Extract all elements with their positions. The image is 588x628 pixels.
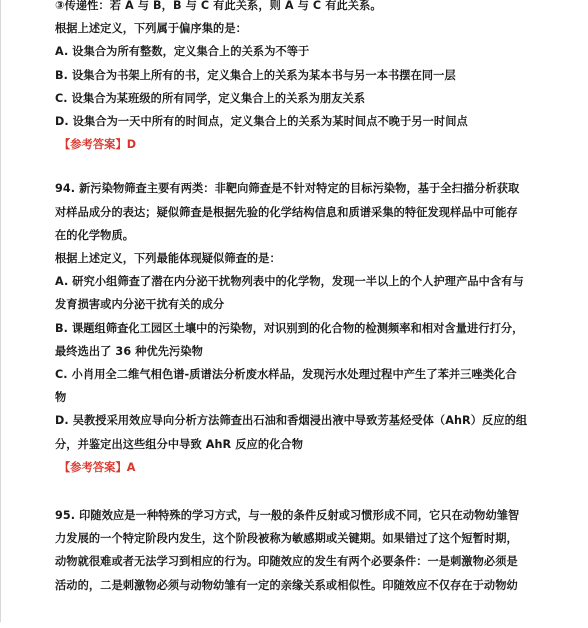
q95-stem-line-1: 95. 印随效应是一种特殊的学习方式，与一般的条件反射或习惯形成不同，它只在动物幼雏智 (55, 509, 520, 523)
spacer (55, 156, 554, 177)
q93-option-b: B. 设集合为书架上所有的书，定义集合上的关系为某本书与另一本书摆在同一层 (55, 68, 456, 82)
q93-option-a: A. 设集合为所有整数，定义集合上的关系为不等于 (55, 45, 310, 59)
q94-option-b-line-1: B. 课题组筛查化工园区土壤中的污染物，对识别到的化合物的检测频率和相对含量进行打分， (55, 321, 524, 335)
q95-stem-line-4: 活动的，二是刺激物必须与动物幼雏有一定的亲缘关系或相似性。印随效应不仅存在于动物幼 (55, 578, 518, 592)
q95-stem-line-3: 动物就很难或者无法学习到相应的行为。印随效应的发生有两个必要条件：一是刺激物必须是 (55, 555, 518, 569)
q93-option-c: C. 设集合为某班级的所有同学，定义集合上的关系为朋友关系 (55, 91, 366, 105)
q95-stem-line-2: 力发展的一个特定阶段内发生，这个阶段被称为敏感期或关键期。如果错过了这个短暂时期， (55, 532, 518, 546)
q94-stem-line-1: 94. 新污染物筛查主要有两类：非靶向筛查是不针对特定的目标污染物，基于全扫描分析获取 (55, 182, 520, 196)
q94-option-d-line-2: 分，并鉴定出这些组分中导致 AhR 反应的化合物 (55, 437, 303, 451)
q94-stem-line-3: 在的化学物质。 (55, 228, 135, 242)
q94-option-d-line-1: D. 吴教授采用效应导向分析方法筛查出石油和香烟浸出液中导致芳基烃受体（AhR）反应的组 (55, 414, 528, 428)
q94-option-c-line-2: 物 (55, 391, 67, 405)
q94-option-a-line-2: 发育损害或内分泌干扰有关的成分 (55, 298, 225, 312)
q94-stem-line-2: 对样品成分的表达；疑似筛查是根据先验的化学结构信息和质谱采集的特征发现样品中可能存 (55, 205, 518, 219)
q93-answer: 【参考答案】D (59, 138, 137, 152)
q94-prompt: 根据上述定义，下列最能体现疑似筛查的是： (55, 252, 281, 266)
q94-option-c-line-1: C. 小肖用全二维气相色谱-质谱法分析废水样品，发现污水处理过程中产生了苯并三唑类化合 (55, 368, 517, 382)
spacer (55, 479, 554, 504)
q93-transitivity: ③传递性：若 A 与 B，B 与 C 有此关系，则 A 与 C 有此关系。 (55, 0, 382, 12)
q94-option-a-line-1: A. 研究小组筛查了潜在内分泌干扰物列表中的化学物，发现一半以上的个人护理产品中含有与 (55, 275, 524, 289)
q94-answer: 【参考答案】A (59, 460, 136, 474)
q93-option-d: D. 设集合为一天中所有的时间点，定义集合上的关系为某时间点不晚于另一时间点 (55, 115, 468, 129)
q94-option-b-line-2: 最终选出了 36 种优先污染物 (55, 344, 203, 358)
q93-prompt: 根据上述定义，下列属于偏序集的是： (55, 22, 247, 36)
